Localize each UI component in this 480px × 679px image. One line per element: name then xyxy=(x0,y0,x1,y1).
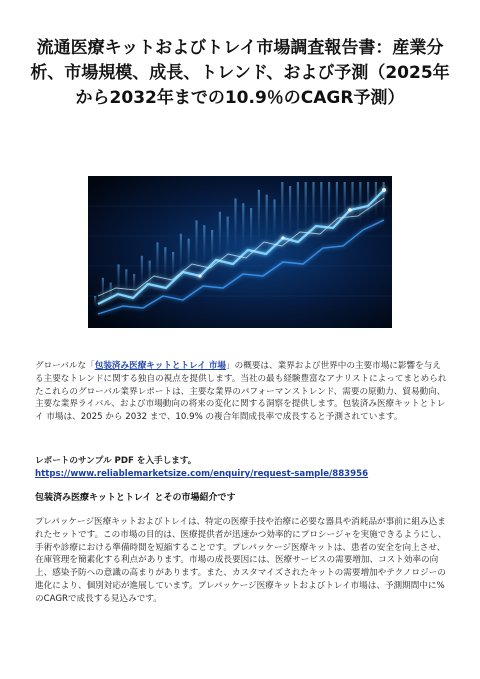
hero-bar xyxy=(211,230,213,267)
hero-bar xyxy=(203,225,205,269)
sample-prefix: レポートのサンプル PDF を入手します。 xyxy=(35,456,197,466)
hero-bar xyxy=(102,278,104,304)
intro-suffix: 」の概要は、業界および世界中の主要市場に影響を与える主要なトレンドに関する独自の視点を提供します。当社の最も経験豊富なアナリストによってまとめられたこれらのグローバル業界レポートは、主要な業界のパフォーマンストレンド、需要の原動力、貿易動向、主要な業界ライバル、および市場動向の将来の変化に関する洞察を提供します。包装済み医療キットとトレイ 市場は、2025 から 2032 まで、10.9% の複合年間成長率で成長すると予測されています。 xyxy=(35,361,447,423)
hero-bar xyxy=(164,247,166,282)
market-link[interactable]: 包装済み医療キットとトレイ 市場 xyxy=(94,361,227,371)
hero-image-growth-chart xyxy=(88,176,392,328)
sample-pdf-link[interactable]: https://www.reliablemarketsize.com/enquiry/request-sample/883956 xyxy=(35,468,369,479)
hero-bar xyxy=(297,182,299,244)
hero-bar xyxy=(367,182,369,221)
section-body: プレパッケージ医療キットおよびトレイは、特定の医療手技や治療に必要な器具や消耗品が事前に組み込まれたセットです。この市場の目的は、医療提供者が迅速かつ効率的にプロシージャを実施できるようにし、手術や診療における準備時間を短縮することです。プレパッケージ医療キットは、患者の安全を向上させ、在庫管理を簡素化する利点があります。市場の成長要因には、医療サービスの需要増加、コスト効率の向上、感染予防への意識の高まりがあります。また、カスタマイズされたキットの需要増加やテクノロジーの進化により、個別対応が進展しています。プレパッケージ医療キットおよびトレイ市場は、予測期間中に%のCAGRで成長する見込みです。 xyxy=(35,517,447,604)
hero-bar xyxy=(188,239,190,275)
hero-bar xyxy=(281,182,283,244)
document-title: 流通医療キットおよびトレイ市場調査報告書：産業分析、市場規模、成長、トレンド、および予測（2025年から2032年までの10.9％のCAGR予測） xyxy=(30,38,450,108)
intro-prefix: グローバルな「 xyxy=(35,361,95,371)
section-heading: 包装済み医療キットとトレイ とその市場紹介です xyxy=(35,493,236,503)
sample-paragraph xyxy=(35,455,447,481)
hero-bar xyxy=(94,296,96,306)
hero-bar xyxy=(219,212,221,265)
intro-paragraph xyxy=(35,360,447,424)
hero-bar xyxy=(258,190,260,252)
hero-bar xyxy=(125,269,127,295)
hero-bar xyxy=(250,208,252,254)
hero-bar xyxy=(156,242,158,285)
hero-bar xyxy=(359,182,361,224)
hero-bar xyxy=(320,182,322,237)
hero-bar xyxy=(273,199,275,246)
hero-bar xyxy=(266,195,268,249)
hero-bar xyxy=(289,186,291,241)
hero-bar xyxy=(351,182,353,226)
hero-bar xyxy=(172,252,174,280)
hero-bar xyxy=(344,182,346,229)
hero-bar xyxy=(242,203,244,256)
hero-bar xyxy=(234,198,236,259)
hero-bar xyxy=(180,234,182,278)
